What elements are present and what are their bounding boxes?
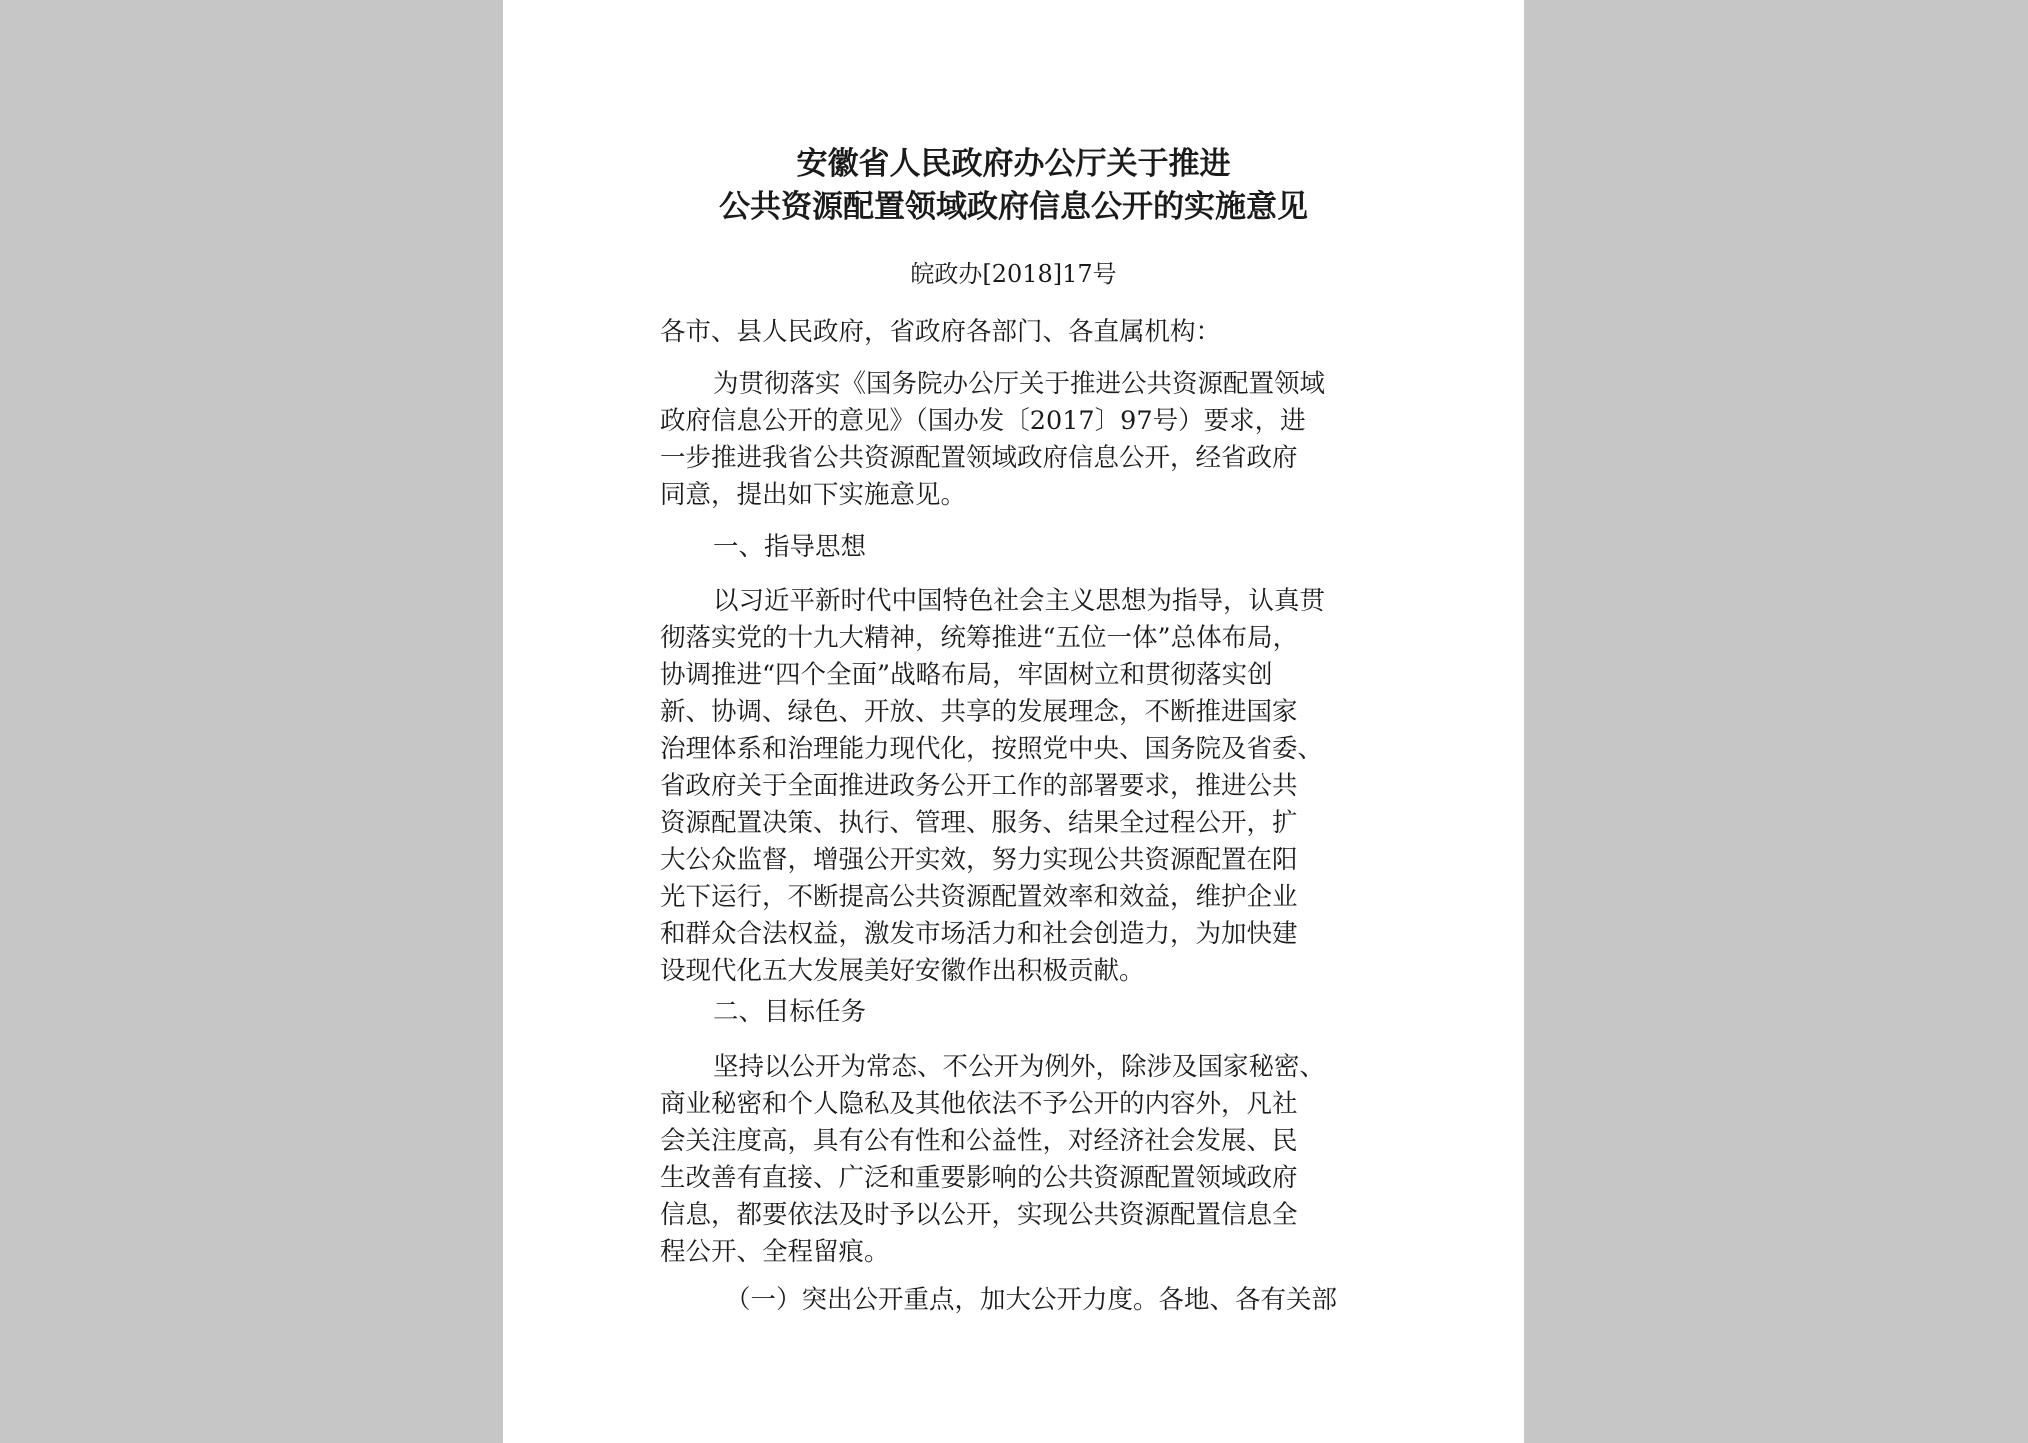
section-1-line: 省政府关于全面推进政务公开工作的部署要求，推进公共 xyxy=(660,771,1298,801)
section-1-line: 彻落实党的十九大精神，统筹推进“五位一体”总体布局， xyxy=(660,623,1299,653)
section-1-heading: 一、指导思想 xyxy=(713,532,867,562)
section-2-line: 程公开、全程留痕。 xyxy=(660,1237,890,1267)
section-1-line: 治理体系和治理能力现代化，按照党中央、国务院及省委、 xyxy=(660,734,1324,764)
subsection-1-line: （一）突出公开重点，加大公开力度。各地、各有关部 xyxy=(725,1285,1338,1315)
intro-line: 为贯彻落实《国务院办公厅关于推进公共资源配置领域 xyxy=(713,369,1326,399)
section-2-line: 生改善有直接、广泛和重要影响的公共资源配置领域政府 xyxy=(660,1163,1298,1193)
section-2-line: 坚持以公开为常态、不公开为例外，除涉及国家秘密、 xyxy=(713,1052,1326,1082)
section-2-heading: 二、目标任务 xyxy=(713,997,867,1027)
section-1-line: 设现代化五大发展美好安徽作出积极贡献。 xyxy=(660,956,1145,986)
addressee-line: 各市、县人民政府，省政府各部门、各直属机构： xyxy=(660,317,1222,347)
section-1-line: 光下运行，不断提高公共资源配置效率和效益，维护企业 xyxy=(660,882,1298,912)
document-page xyxy=(503,0,1524,1443)
section-1-line: 以习近平新时代中国特色社会主义思想为指导，认真贯 xyxy=(713,586,1326,616)
section-1-line: 协调推进“四个全面”战略布局，牢固树立和贯彻落实创 xyxy=(660,660,1273,690)
document-title-line-2: 公共资源配置领域政府信息公开的实施意见 xyxy=(719,189,1308,225)
section-2-line: 信息，都要依法及时予以公开，实现公共资源配置信息全 xyxy=(660,1200,1298,1230)
section-2-line: 商业秘密和个人隐私及其他依法不予公开的内容外，凡社 xyxy=(660,1089,1298,1119)
document-title-line-1: 安徽省人民政府办公厅关于推进 xyxy=(796,146,1231,182)
section-1-line: 资源配置决策、执行、管理、服务、结果全过程公开，扩 xyxy=(660,808,1298,838)
intro-line: 政府信息公开的意见》（国办发〔2017〕97号）要求，进 xyxy=(660,406,1306,436)
intro-line: 同意，提出如下实施意见。 xyxy=(660,480,967,510)
section-2-line: 会关注度高，具有公有性和公益性，对经济社会发展、民 xyxy=(660,1126,1298,1156)
document-number: 皖政办[2018]17号 xyxy=(910,260,1117,288)
section-1-line: 新、协调、绿色、开放、共享的发展理念，不断推进国家 xyxy=(660,697,1298,727)
section-1-line: 和群众合法权益，激发市场活力和社会创造力，为加快建 xyxy=(660,919,1298,949)
intro-line: 一步推进我省公共资源配置领域政府信息公开，经省政府 xyxy=(660,443,1298,473)
section-1-line: 大公众监督，增强公开实效，努力实现公共资源配置在阳 xyxy=(660,845,1298,875)
